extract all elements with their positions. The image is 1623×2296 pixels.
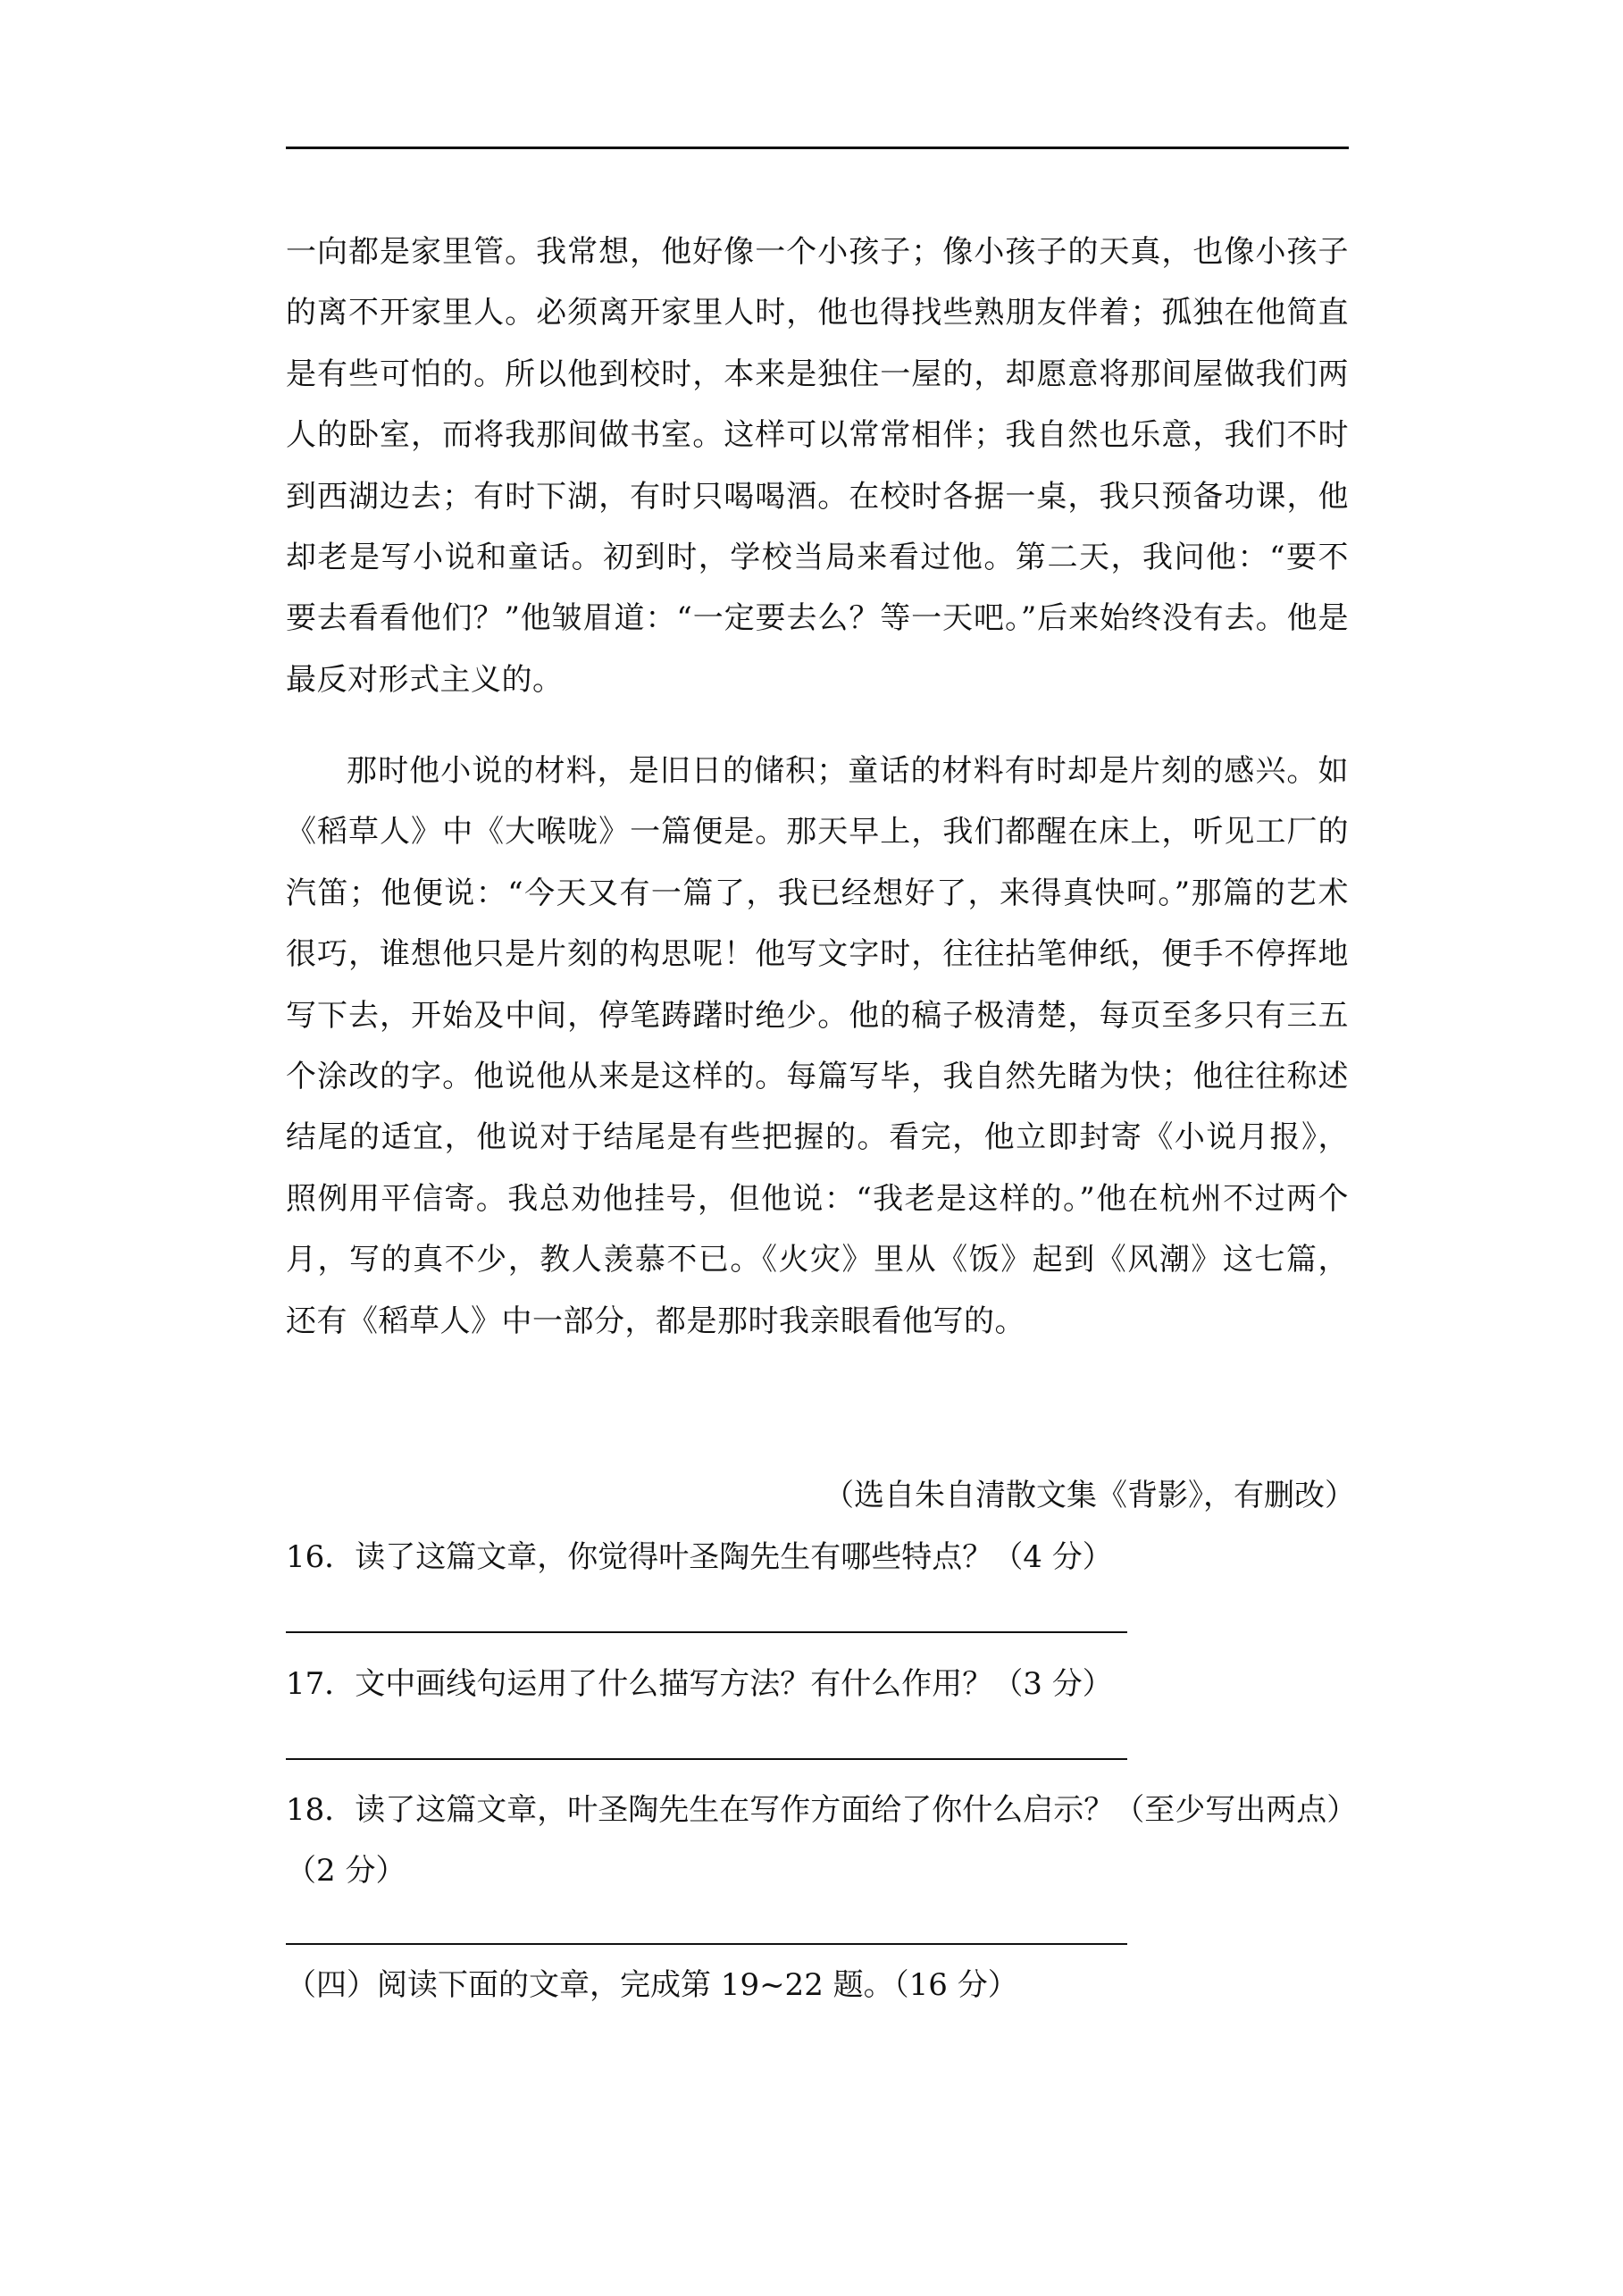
passage-paragraph-2: 那时他小说的材料，是旧日的储积；童话的材料有时却是片刻的感兴。如《稻草人》中《大喉咙》一篇便是。那天早上，我们都醒在床上，听见工厂的汽笛；他便说：“今天又有一篇了，我已经想好了，来得真快呵。”那篇的艺术很巧，谁想他只是片刻的构思呢！他写文字时，往往拈笔伸纸，便手不停挥地写下去，开始及中间，停笔踌躇时绝少。他的稿子极清楚，每页至多只有三五个涂改的字。他说他从来是这样的。每篇写毕，我自然先睹为快；他往往称述结尾的适宜，他说对于结尾是有些把握的。看完，他立即封寄《小说月报》，照例用平信寄。我总劝他挂号，但他说：“我老是这样的。”他在杭州不过两个月，写的真不少，教人羡慕不已。《火灾》里从《饭》起到《风潮》这七篇，还有《稻草人》中一部分，都是那时我亲眼看他写的。 [286, 753, 1349, 1339]
answer-line-17[interactable] [286, 1758, 1127, 1760]
section-4-heading: （四）阅读下面的文章，完成第 19~22 题。（16 分） [286, 1967, 1018, 2003]
answer-line-18[interactable] [286, 1943, 1127, 1945]
passage-source: （选自朱自清散文集《背影》，有删改） [824, 1478, 1355, 1513]
answer-line-16[interactable] [286, 1631, 1127, 1633]
header-rule [286, 147, 1349, 149]
question-18: 18．读了这篇文章，叶圣陶先生在写作方面给了你什么启示？（至少写出两点）（2 分） [286, 1792, 1343, 1889]
question-17: 17．文中画线句运用了什么描写方法？有什么作用？（3 分） [286, 1666, 1113, 1702]
question-16: 16．读了这篇文章，你觉得叶圣陶先生有哪些特点？（4 分） [286, 1539, 1113, 1575]
passage-paragraph-1: 一向都是家里管。我常想，他好像一个小孩子；像小孩子的天真，也像小孩子的离不开家里人。必须离开家里人时，他也得找些熟朋友伴着；孤独在他简直是有些可怕的。所以他到校时，本来是独住一屋的，却愿意将那间屋做我们两人的卧室，而将我那间做书室。这样可以常常相伴；我自然也乐意，我们不时到西湖边去；有时下湖，有时只喝喝酒。在校时各据一桌，我只预备功课，他却老是写小说和童话。初到时，学校当局来看过他。第二天，我问他：“要不要去看看他们？”他皱眉道：“一定要去么？等一天吧。”后来始终没有去。他是最反对形式主义的。 [286, 234, 1349, 698]
